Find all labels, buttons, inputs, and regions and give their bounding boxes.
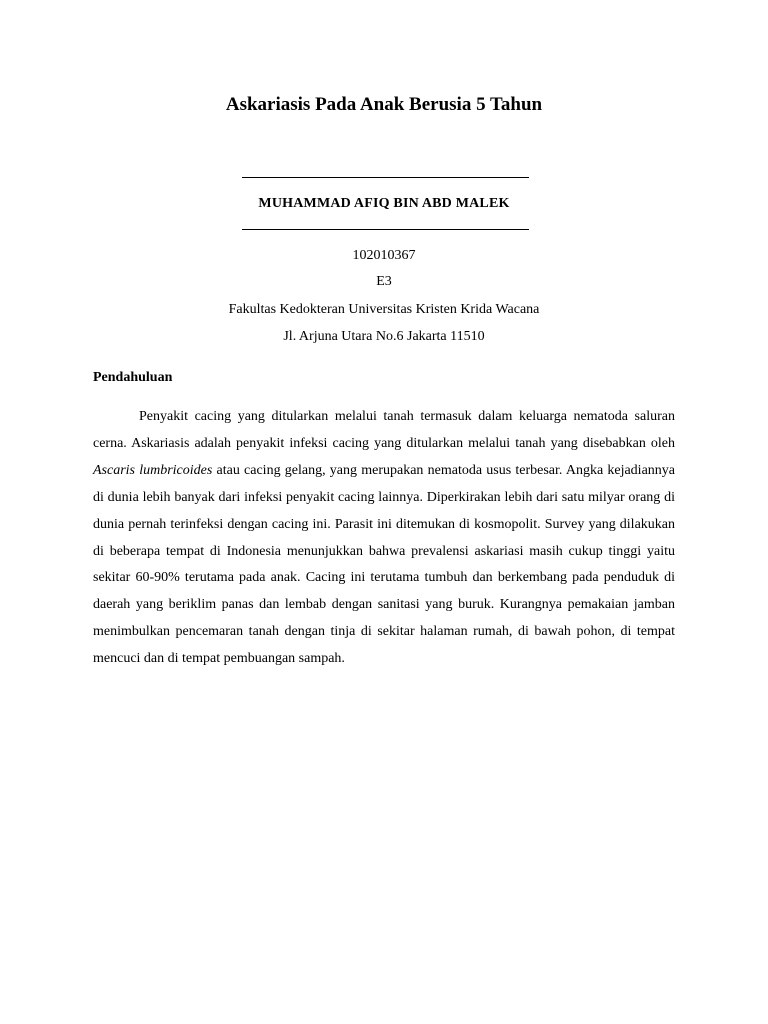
- author-top-rule: [242, 177, 529, 178]
- author-name: MUHAMMAD AFIQ BIN ABD MALEK: [258, 196, 510, 211]
- student-group: E3: [376, 274, 392, 289]
- section-heading: Pendahuluan: [93, 370, 173, 385]
- author-bottom-rule: [242, 229, 529, 230]
- faculty-name: Fakultas Kedokteran Universitas Kristen Krida Wacana: [228, 302, 540, 317]
- intro-paragraph: [93, 404, 675, 673]
- document-title: Askariasis Pada Anak Berusia 5 Tahun: [225, 94, 543, 115]
- paragraph-text-part1: Penyakit cacing yang ditularkan melalui tanah termasuk dalam keluarga nematoda saluran cerna. Askariasis adalah penyakit infeksi cacing yang ditularkan melalui tanah yang disebabkan oleh: [93, 409, 675, 451]
- faculty-address: Jl. Arjuna Utara No.6 Jakarta 11510: [283, 329, 485, 344]
- paragraph-text-part2: atau cacing gelang, yang merupakan nematoda usus terbesar. Angka kejadiannya di dunia lebih banyak dari infeksi penyakit cacing lainnya. Diperkirakan lebih dari satu milyar orang di dunia pernah terinfeksi dengan cacing ini. Parasit ini ditemukan di kosmopolit. Survey yang dilakukan di beberapa tempat di Indonesia menunjukkan bahwa prevalensi askariasi masih cukup tinggi yaitu sekitar 60-90% terutama pada anak. Cacing ini terutama tumbuh dan berkembang pada penduduk di daerah yang beriklim panas dan lembab dengan sanitasi yang buruk. Kurangnya pemakaian jamban menimbulkan pencemaran tanah dengan tinja di sekitar halaman rumah, di bawah pohon, di tempat mencuci dan di tempat pembuangan sampah.: [93, 462, 675, 667]
- student-id: 102010367: [352, 248, 416, 263]
- species-name: Ascaris lumbricoides: [93, 462, 213, 478]
